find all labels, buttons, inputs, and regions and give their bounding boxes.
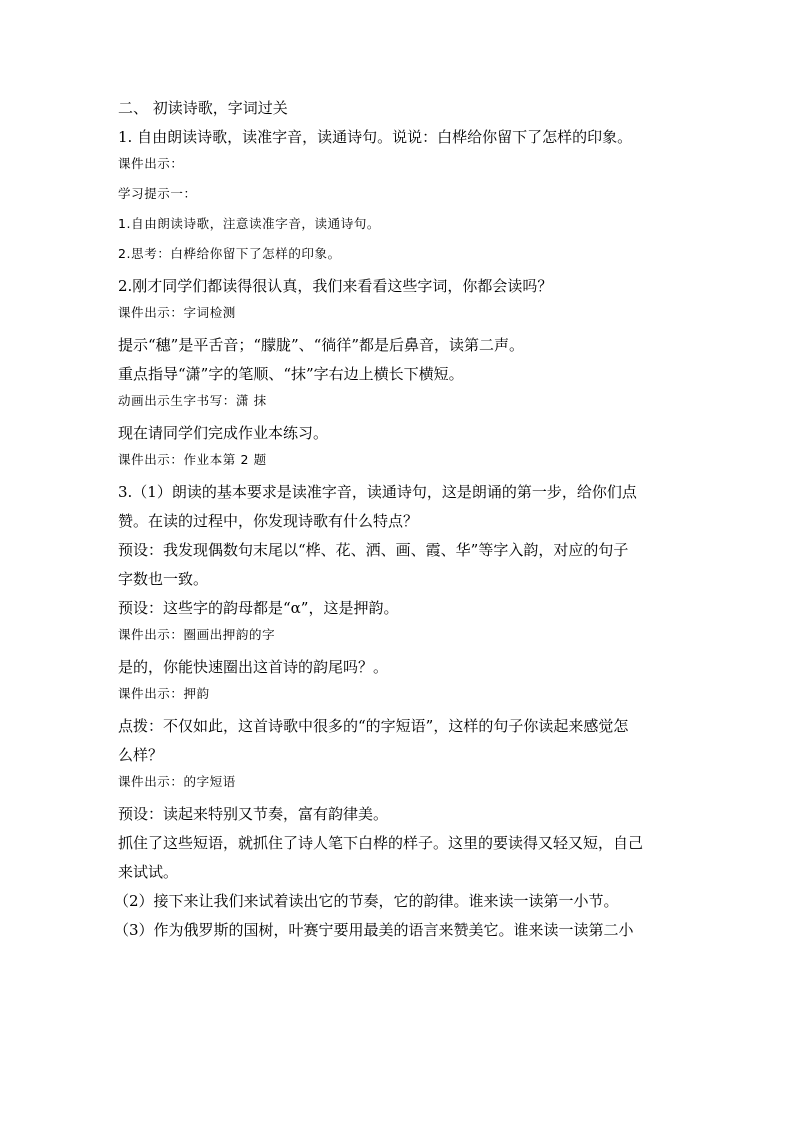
- paragraph-line: 来试试。: [118, 863, 179, 881]
- paragraph-line: 3.（1）朗读的基本要求是读准字音，读通诗句，这是朗诵的第一步，给你们点: [118, 483, 637, 501]
- paragraph-line: 现在请同学们完成作业本练习。: [118, 424, 329, 442]
- slide-note: 学习提示一：: [118, 186, 197, 201]
- paragraph-line: （2）接下来让我们来试着读出它的节奏，它的韵律。谁来读一读第一小节。: [114, 892, 619, 910]
- section-heading: 二、 初读诗歌，字词过关: [118, 99, 288, 117]
- paragraph-line: 重点指导“潇”字的笔顺、“抹”字右边上横长下横短。: [118, 365, 464, 383]
- paragraph-line: 预设：读起来特别又节奏，富有韵律美。: [118, 805, 389, 823]
- paragraph-line: （3）作为俄罗斯的国树，叶赛宁要用最美的语言来赞美它。谁来读一读第二小: [114, 921, 634, 939]
- paragraph-line: 预设：这些字的韵母都是“α”，这是押韵。: [118, 599, 399, 617]
- slide-note: 动画出示生字书写：潇 抹: [118, 393, 267, 408]
- slide-note: 课件出示：的字短语: [118, 774, 236, 789]
- slide-note: 1.自由朗读诗歌，注意读准字音，读通诗句。: [118, 216, 381, 231]
- paragraph-line: 1. 自由朗读诗歌，读准字音，读通诗句。说说：白桦给你留下了怎样的印象。: [118, 128, 633, 146]
- paragraph-line: 点拨：不仅如此，这首诗歌中很多的“的字短语”，这样的句子你读起来感觉怎: [118, 717, 629, 735]
- slide-note: 课件出示：字词检测: [118, 305, 236, 320]
- slide-note: 2.思考：白桦给你留下了怎样的印象。: [118, 246, 341, 261]
- paragraph-line: 么样？: [118, 746, 164, 764]
- slide-note: 课件出示：: [118, 156, 184, 171]
- paragraph-line: 是的，你能快速圈出这首诗的韵尾吗？。: [118, 658, 389, 676]
- paragraph-line: 提示“穗”是平舌音；“朦胧”、“徜徉”都是后鼻音，读第二声。: [118, 336, 525, 354]
- document-page: [114, 96, 683, 947]
- slide-note: 课件出示：作业本第 2 题: [118, 452, 267, 467]
- slide-note: 课件出示：押韵: [118, 686, 210, 701]
- paragraph-line: 抓住了这些短语，就抓住了诗人笔下白桦的样子。这里的要读得又轻又短，自己: [118, 834, 644, 852]
- paragraph-line: 2.刚才同学们都读得很认真，我们来看看这些字词，你都会读吗？: [118, 277, 553, 295]
- paragraph-line: 字数也一致。: [118, 570, 209, 588]
- paragraph-line: 赞。在读的过程中，你发现诗歌有什么特点？: [118, 512, 419, 530]
- paragraph-line: 预设：我发现偶数句末尾以“桦、花、洒、画、霞、华”等字入韵，对应的句子: [118, 541, 629, 559]
- slide-note: 课件出示：圈画出押韵的字: [118, 627, 276, 642]
